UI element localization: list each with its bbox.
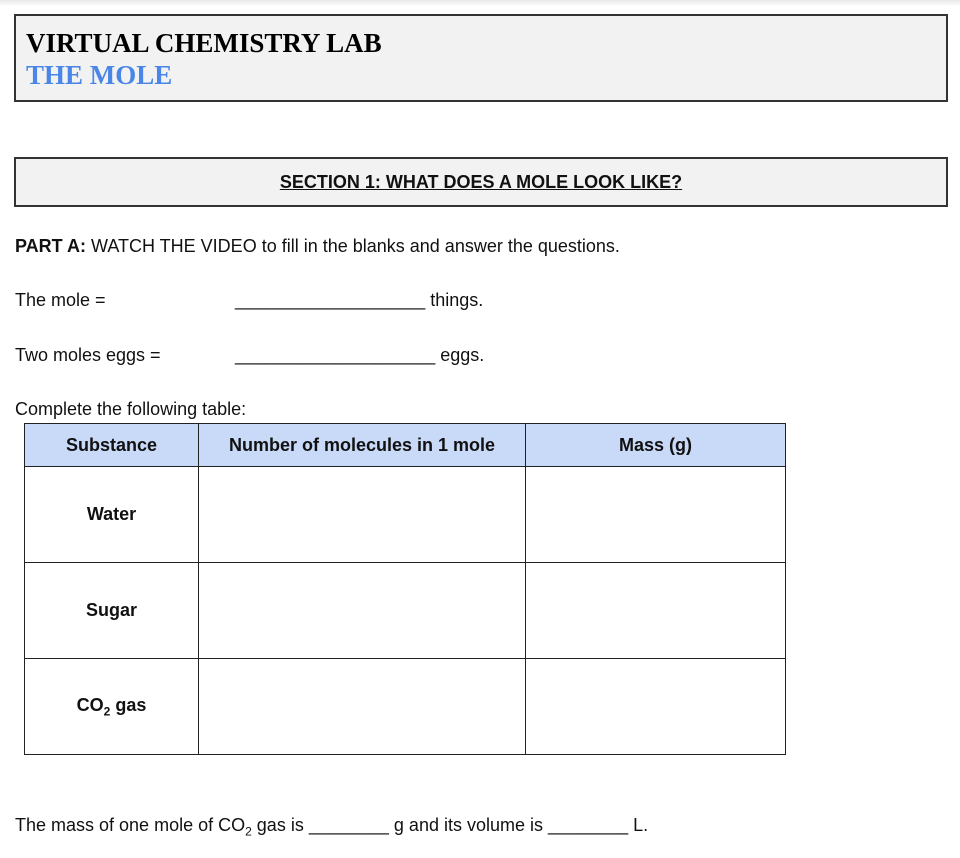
molecules-cell[interactable]	[199, 659, 526, 755]
substance-cell: Sugar	[25, 563, 199, 659]
part-a-text: WATCH THE VIDEO to fill in the blanks and answer the questions.	[91, 236, 620, 256]
q1-blank[interactable]	[235, 290, 483, 311]
table-intro: Complete the following table:	[15, 399, 247, 419]
q2-label: Two moles eggs =	[15, 345, 161, 365]
doc-title: VIRTUAL CHEMISTRY LAB	[26, 28, 382, 58]
mass-cell[interactable]	[526, 563, 786, 659]
doc-subtitle: THE MOLE	[26, 60, 173, 90]
q1-label: The mole =	[15, 290, 106, 310]
final-text4: L.	[628, 815, 649, 835]
substance-cell: Water	[25, 467, 199, 563]
molecules-cell[interactable]	[199, 563, 526, 659]
final-text3: g and its volume is	[388, 815, 548, 835]
volume-blank[interactable]: ________	[548, 815, 629, 835]
table-row	[25, 467, 786, 563]
mass-blank[interactable]: ________	[308, 815, 389, 835]
final-question	[15, 815, 648, 839]
mass-cell[interactable]	[526, 467, 786, 563]
table-row	[25, 659, 786, 755]
final-sub: 2	[245, 824, 252, 839]
q1-suffix: things.	[430, 290, 484, 310]
mole-table	[24, 423, 786, 755]
table-row	[25, 563, 786, 659]
mass-cell[interactable]	[526, 659, 786, 755]
header-substance: Substance	[25, 424, 199, 467]
section-title: SECTION 1: WHAT DOES A MOLE LOOK LIKE?	[279, 172, 683, 192]
q1-blank-line[interactable]: ___________________	[235, 290, 426, 310]
q2-suffix: eggs.	[440, 345, 485, 365]
header-mass: Mass (g)	[526, 424, 786, 467]
q2-blank-line[interactable]: ____________________	[235, 345, 436, 365]
section-header	[14, 157, 948, 207]
co2-main: CO	[76, 694, 104, 715]
table-header-row	[25, 424, 786, 467]
substance-cell	[25, 659, 199, 755]
final-text1: The mass of one mole of CO	[15, 815, 246, 835]
title-box	[14, 14, 948, 102]
q2-blank[interactable]	[235, 345, 484, 366]
co2-rest: gas	[110, 694, 147, 715]
header-molecules: Number of molecules in 1 mole	[199, 424, 526, 467]
part-a-label: PART A:	[15, 236, 86, 256]
top-shadow	[0, 0, 960, 6]
final-text2: gas is	[251, 815, 309, 835]
molecules-cell[interactable]	[199, 467, 526, 563]
co2-sub: 2	[103, 704, 111, 719]
part-a-instruction	[15, 236, 620, 257]
